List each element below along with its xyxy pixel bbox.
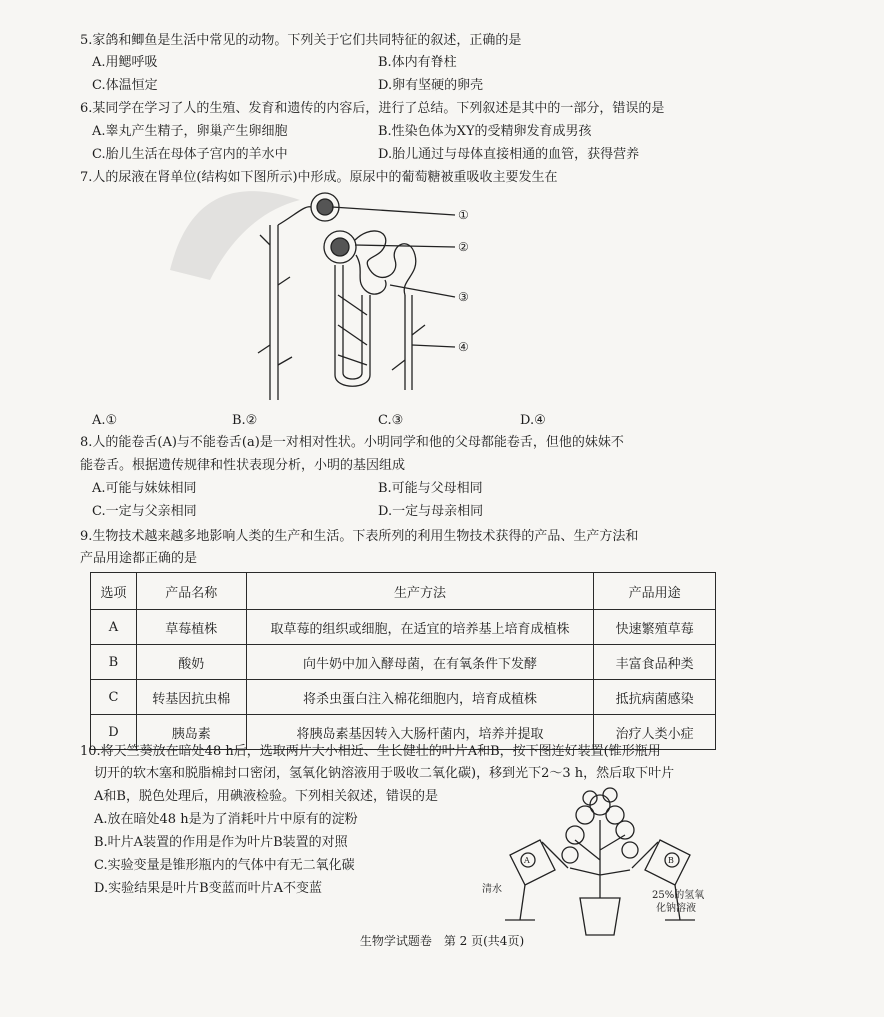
q9-stem-1: 9.生物技术越来越多地影响人类的生产和生活。下表所列的利用生物技术获得的产品、生产方法和: [80, 529, 639, 544]
table-header: 生产方法: [246, 573, 594, 610]
q9-table: [90, 572, 716, 750]
q5-option-d[interactable]: D.卵有坚硬的卵壳: [378, 78, 484, 93]
table-cell: 取草莓的组织或细胞，在适宜的培养基上培育成植株: [246, 610, 594, 645]
q8-option-d[interactable]: D.一定与母亲相同: [378, 504, 484, 519]
table-cell: C: [91, 680, 137, 715]
table-cell: 快速繁殖草莓: [594, 610, 716, 645]
q10-option-a[interactable]: A.放在暗处48 h是为了消耗叶片中原有的淀粉: [94, 812, 358, 827]
page-footer: 生物学试题卷 第 2 页(共4页): [359, 934, 525, 948]
q8-option-c[interactable]: C.一定与父亲相同: [92, 504, 197, 519]
table-cell: 胰岛素: [136, 715, 246, 750]
q7-option-a[interactable]: A.①: [92, 413, 118, 428]
table-cell: 将胰岛素基因转入大肠杆菌内，培养并提取: [246, 715, 594, 750]
leaf-a-label: A: [524, 856, 530, 865]
q8-stem-2: 能卷舌。根据遗传规律和性状表现分析，小明的基因组成: [80, 458, 406, 473]
q5-stem: 5.家鸽和鲫鱼是生活中常见的动物。下列关于它们共同特征的叙述，正确的是: [80, 33, 522, 48]
q10-option-d[interactable]: D.实验结果是叶片B变蓝而叶片A不变蓝: [94, 881, 323, 896]
q6-option-b[interactable]: B.性染色体为XY的受精卵发育成男孩: [378, 124, 592, 139]
plant-experiment-diagram: [480, 780, 720, 940]
table-row: [91, 645, 716, 680]
q10-option-c[interactable]: C.实验变量是锥形瓶内的气体中有无二氧化碳: [94, 858, 355, 873]
q6-option-c[interactable]: C.胎儿生活在母体子宫内的羊水中: [92, 147, 288, 162]
table-row: [91, 610, 716, 645]
table-cell: 酸奶: [136, 645, 246, 680]
q6-stem: 6.某同学在学习了人的生殖、发育和遗传的内容后，进行了总结。下列叙述是其中的一部分，错误的是: [80, 101, 665, 116]
table-cell: 丰富食品种类: [594, 645, 716, 680]
water-label: 清水: [482, 884, 502, 895]
nephron-label-4: ④: [458, 340, 469, 354]
q5-option-c[interactable]: C.体温恒定: [92, 78, 158, 93]
nephron-label-2: ②: [458, 240, 469, 254]
q6-option-a[interactable]: A.睾丸产生精子，卵巢产生卵细胞: [92, 124, 288, 139]
nephron-label-1: ①: [458, 208, 469, 222]
q7-option-b[interactable]: B.②: [232, 413, 258, 428]
q10-option-b[interactable]: B.叶片A装置的作用是作为叶片B装置的对照: [94, 835, 348, 850]
table-cell: 将杀虫蛋白注入棉花细胞内，培育成植株: [246, 680, 594, 715]
table-cell: B: [91, 645, 137, 680]
q8-option-b[interactable]: B.可能与父母相同: [378, 481, 483, 496]
table-cell: D: [91, 715, 137, 750]
q6-option-d[interactable]: D.胎儿通过与母体直接相通的血管，获得营养: [378, 147, 640, 162]
table-header-row: [91, 573, 716, 610]
nephron-label-3: ③: [458, 290, 469, 304]
q9-stem-2: 产品用途都正确的是: [80, 551, 198, 566]
nephron-diagram: [240, 185, 490, 405]
q10-stem-2: 切开的软木塞和脱脂棉封口密闭，氢氧化钠溶液用于吸收二氧化碳)，移到光下2～3 h，然后取下叶片: [94, 766, 675, 781]
table-header: 产品用途: [594, 573, 716, 610]
leaf-b-label: B: [668, 856, 674, 865]
table-cell: A: [91, 610, 137, 645]
table-cell: 抵抗病菌感染: [594, 680, 716, 715]
table-cell: 转基因抗虫棉: [136, 680, 246, 715]
table-header: 产品名称: [136, 573, 246, 610]
table-header: 选项: [91, 573, 137, 610]
q8-stem-1: 8.人的能卷舌(A)与不能卷舌(a)是一对相对性状。小明同学和他的父母都能卷舌，但他的妹妹不: [80, 435, 624, 450]
table-row: [91, 680, 716, 715]
q10-stem-3: A和B，脱色处理后，用碘液检验。下列相关叙述，错误的是: [94, 789, 438, 804]
naoh-label-1: 25%的氢氧: [652, 890, 705, 901]
q10-stem-1: 10.将天竺葵放在暗处48 h后，选取两片大小相近、生长健壮的叶片A和B，按下图连好装置(锥形瓶用: [80, 744, 661, 759]
q7-option-d[interactable]: D.④: [520, 413, 546, 428]
q7-option-c[interactable]: C.③: [378, 413, 404, 428]
table-cell: 草莓植株: [136, 610, 246, 645]
naoh-label-2: 化钠溶液: [656, 903, 696, 914]
q5-option-a[interactable]: A.用鳃呼吸: [92, 55, 158, 70]
q8-option-a[interactable]: A.可能与妹妹相同: [92, 481, 197, 496]
table-cell: 治疗人类小症: [594, 715, 716, 750]
table-cell: 向牛奶中加入酵母菌，在有氧条件下发酵: [246, 645, 594, 680]
q7-stem: 7.人的尿液在肾单位(结构如下图所示)中形成。原尿中的葡萄糖被重吸收主要发生在: [80, 170, 558, 185]
q5-option-b[interactable]: B.体内有脊柱: [378, 55, 457, 70]
